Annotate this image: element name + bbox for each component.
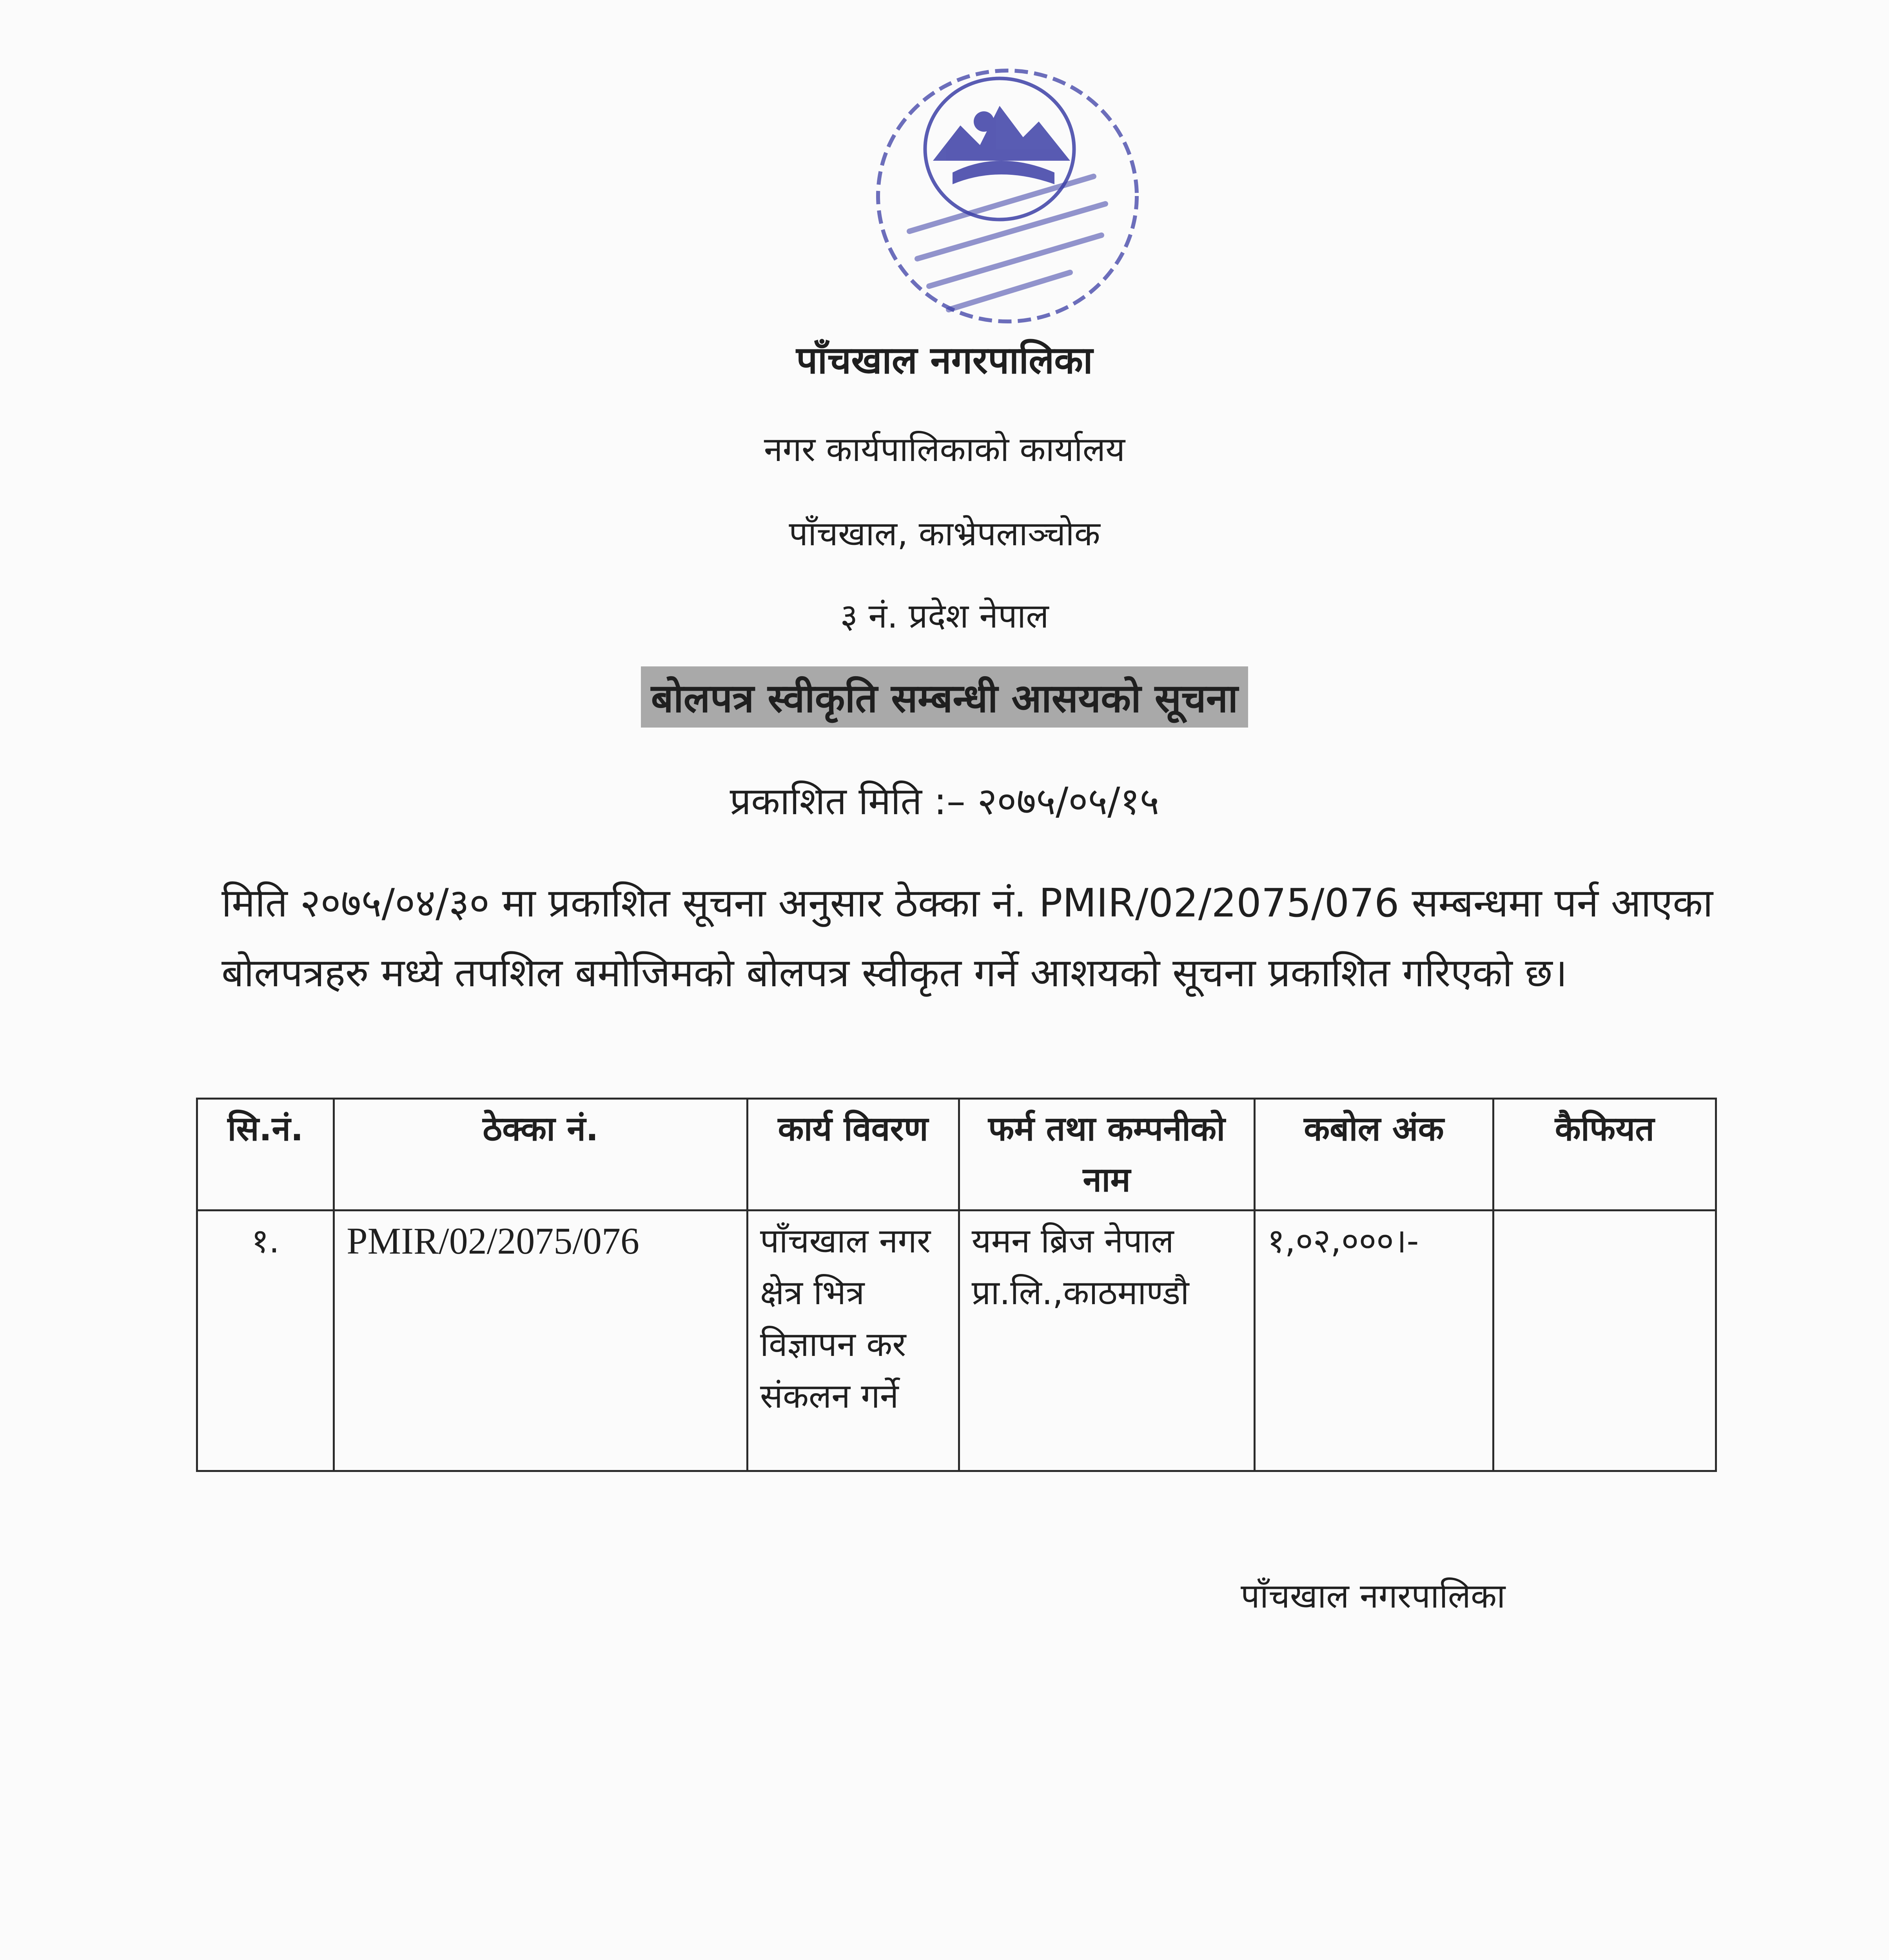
cell-description: पाँचखाल नगर क्षेत्र भित्र विज्ञापन कर संकलन गर्ने	[747, 1210, 959, 1471]
cell-remarks	[1493, 1210, 1716, 1471]
header-bid-amount: कबोल अंक	[1254, 1099, 1493, 1210]
header-contract-no: ठेक्का नं.	[334, 1099, 748, 1210]
municipality-name: पाँचखाल नगरपालिका	[796, 338, 1093, 382]
cell-bid-amount: १,०२,०००।-	[1254, 1210, 1493, 1471]
notice-title-container	[0, 666, 1889, 728]
cell-serial: १.	[197, 1210, 334, 1471]
header-firm: फर्म तथा कम्पनीको नाम	[959, 1099, 1254, 1210]
header-description: कार्य विवरण	[747, 1099, 959, 1210]
notice-body: मिति २०७५/०४/३० मा प्रकाशित सूचना अनुसार ठेक्का नं. PMIR/02/2075/076 सम्बन्धमा पर्न आएका बोलपत्रहरु मध्ये तपशिल बमोजिमको बोलपत्र स्वीकृत गर्ने आशयको सूचना प्रकाशित गरिएको छ।	[221, 880, 1713, 996]
table-header-row	[197, 1099, 1716, 1210]
cell-firm: यमन ब्रिज नेपाल प्रा.लि.,काठमाण्डौ	[959, 1210, 1254, 1471]
table-row	[197, 1210, 1716, 1471]
office-name: नगर कार्यपालिकाको कार्यालय	[764, 430, 1125, 469]
province-line: ३ नं. प्रदेश नेपाल	[840, 597, 1049, 636]
signature-line: पाँचखाल नगरपालिका	[1241, 1577, 1506, 1616]
award-table	[196, 1098, 1717, 1472]
header-serial: सि.नं.	[197, 1099, 334, 1210]
published-date: प्रकाशित मिति :– २०७५/०५/१५	[729, 779, 1160, 823]
header-remarks: कैफियत	[1493, 1099, 1716, 1210]
municipality-seal-icon	[851, 47, 1156, 345]
cell-contract-no: PMIR/02/2075/076	[334, 1210, 748, 1471]
office-address: पाँचखाल, काभ्रेपलाञ्चोक	[789, 514, 1100, 554]
notice-title: बोलपत्र स्वीकृति सम्बन्धी आसयको सूचना	[641, 666, 1248, 728]
